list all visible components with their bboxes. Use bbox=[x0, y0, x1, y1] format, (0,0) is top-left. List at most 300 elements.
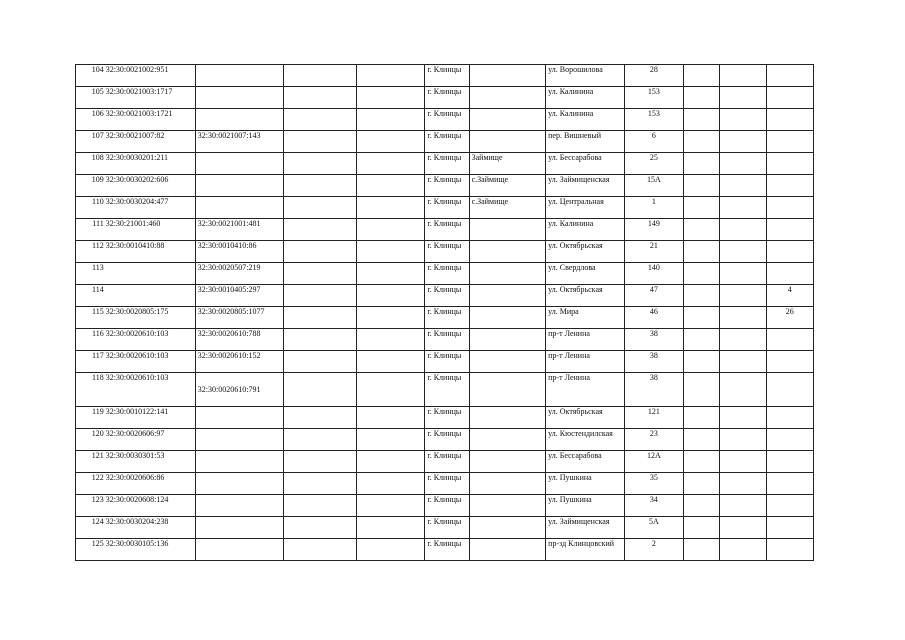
street-cell bbox=[546, 241, 625, 263]
cadastral-number-text: 32:30:0021003:1721 bbox=[105, 109, 173, 118]
related-cadastral-number-text: 32:30:0020610:791 bbox=[197, 385, 261, 394]
cadastral-number bbox=[105, 495, 196, 517]
street-cell-text: пр-т Ленина bbox=[548, 373, 590, 382]
street-cell-text: ул. Калинина bbox=[548, 87, 594, 96]
related-cadastral-number bbox=[195, 329, 284, 351]
empty-cell bbox=[356, 285, 424, 307]
city-cell-text: г. Клинцы bbox=[427, 451, 462, 460]
apartment-number bbox=[766, 407, 813, 429]
row-number-text: 123 bbox=[91, 495, 104, 504]
apartment-number bbox=[766, 517, 813, 539]
street-cell bbox=[546, 65, 625, 87]
row-number-text: 108 bbox=[91, 153, 104, 162]
cadastral-number-text: 32:30:0020606:97 bbox=[105, 429, 165, 438]
city-cell-text: г. Клинцы bbox=[427, 373, 462, 382]
row-number bbox=[76, 407, 105, 429]
locality-cell bbox=[469, 131, 546, 153]
cadastral-number bbox=[105, 65, 196, 87]
house-number-text: 153 bbox=[647, 109, 660, 118]
empty-cell bbox=[720, 495, 766, 517]
locality-cell bbox=[469, 153, 546, 175]
related-cadastral-number bbox=[195, 495, 284, 517]
apartment-number bbox=[766, 87, 813, 109]
apartment-number bbox=[766, 197, 813, 219]
cadastral-number-text: 32:30:0030201:211 bbox=[105, 153, 169, 162]
cadastral-number bbox=[105, 539, 196, 561]
empty-cell bbox=[684, 109, 720, 131]
related-cadastral-number bbox=[195, 539, 284, 561]
empty-cell bbox=[684, 285, 720, 307]
street-cell bbox=[546, 197, 625, 219]
empty-cell bbox=[284, 219, 356, 241]
cadastral-number bbox=[105, 407, 196, 429]
cadastral-number bbox=[105, 373, 196, 407]
empty-cell bbox=[720, 373, 766, 407]
related-cadastral-number bbox=[195, 473, 284, 495]
empty-cell bbox=[284, 263, 356, 285]
street-cell-text: пр-т Ленина bbox=[548, 351, 590, 360]
apartment-number bbox=[766, 307, 813, 329]
empty-cell bbox=[284, 153, 356, 175]
empty-cell bbox=[356, 219, 424, 241]
street-cell-text: пр-т Ленина bbox=[548, 329, 590, 338]
row-number-text: 120 bbox=[91, 429, 104, 438]
table-row bbox=[76, 307, 814, 329]
related-cadastral-number bbox=[195, 351, 284, 373]
street-cell-text: ул. Пушкина bbox=[548, 473, 592, 482]
empty-cell bbox=[356, 429, 424, 451]
house-number-text: 34 bbox=[649, 495, 658, 504]
city-cell-text: г. Клинцы bbox=[427, 285, 462, 294]
city-cell bbox=[425, 373, 469, 407]
house-number-text: 21 bbox=[649, 241, 658, 250]
row-number-text: 112 bbox=[91, 241, 104, 250]
empty-cell bbox=[356, 473, 424, 495]
apartment-number bbox=[766, 131, 813, 153]
cadastral-number bbox=[105, 87, 196, 109]
city-cell bbox=[425, 451, 469, 473]
street-cell-text: ул. Калинина bbox=[548, 219, 594, 228]
row-number-text: 110 bbox=[91, 197, 104, 206]
row-number bbox=[76, 87, 105, 109]
row-number-text: 113 bbox=[91, 263, 104, 272]
street-cell-text: ул. Октябрьская bbox=[548, 407, 603, 416]
empty-cell bbox=[284, 373, 356, 407]
empty-cell bbox=[720, 109, 766, 131]
related-cadastral-number-text: 32:30:0021001:481 bbox=[197, 219, 261, 228]
empty-cell bbox=[684, 153, 720, 175]
empty-cell bbox=[720, 407, 766, 429]
apartment-number bbox=[766, 219, 813, 241]
house-number bbox=[624, 87, 683, 109]
city-cell-text: г. Клинцы bbox=[427, 241, 462, 250]
empty-cell bbox=[356, 65, 424, 87]
cadastral-number bbox=[105, 329, 196, 351]
cadastral-number bbox=[105, 429, 196, 451]
empty-cell bbox=[284, 539, 356, 561]
empty-cell bbox=[284, 241, 356, 263]
street-cell-text: пр-зд Клинцовский bbox=[548, 539, 615, 548]
street-cell bbox=[546, 517, 625, 539]
related-cadastral-number bbox=[195, 407, 284, 429]
empty-cell bbox=[356, 451, 424, 473]
table-row bbox=[76, 539, 814, 561]
locality-cell bbox=[469, 373, 546, 407]
row-number bbox=[76, 329, 105, 351]
city-cell-text: г. Клинцы bbox=[427, 329, 462, 338]
house-number-text: 5А bbox=[648, 517, 659, 526]
empty-cell bbox=[720, 197, 766, 219]
table-row bbox=[76, 495, 814, 517]
empty-cell bbox=[356, 373, 424, 407]
city-cell bbox=[425, 153, 469, 175]
apartment-number bbox=[766, 429, 813, 451]
locality-cell bbox=[469, 473, 546, 495]
row-number bbox=[76, 451, 105, 473]
empty-cell bbox=[720, 329, 766, 351]
locality-cell bbox=[469, 451, 546, 473]
street-cell-text: ул. Ворошилова bbox=[548, 65, 603, 74]
empty-cell bbox=[284, 87, 356, 109]
house-number-text: 38 bbox=[649, 373, 658, 382]
row-number-text: 105 bbox=[91, 87, 104, 96]
empty-cell bbox=[720, 539, 766, 561]
related-cadastral-number-text: 32:30:0020610:152 bbox=[197, 351, 261, 360]
cadastral-number-text: 32:30:0020610:103 bbox=[105, 329, 169, 338]
street-cell bbox=[546, 307, 625, 329]
house-number bbox=[624, 451, 683, 473]
city-cell bbox=[425, 495, 469, 517]
cadastral-number-text: 32:30:0010122:141 bbox=[105, 407, 169, 416]
empty-cell bbox=[284, 473, 356, 495]
apartment-number-text: 4 bbox=[787, 285, 792, 294]
city-cell bbox=[425, 517, 469, 539]
house-number bbox=[624, 197, 683, 219]
row-number-text: 121 bbox=[91, 451, 104, 460]
cadastral-number-text: 32:30:0021002:951 bbox=[105, 65, 169, 74]
empty-cell bbox=[284, 175, 356, 197]
empty-cell bbox=[720, 65, 766, 87]
city-cell-text: г. Клинцы bbox=[427, 197, 462, 206]
empty-cell bbox=[720, 131, 766, 153]
cadastral-number bbox=[105, 109, 196, 131]
apartment-number bbox=[766, 495, 813, 517]
related-cadastral-number-text: 32:30:0010410:86 bbox=[197, 241, 257, 250]
cadastral-number bbox=[105, 131, 196, 153]
empty-cell bbox=[684, 329, 720, 351]
related-cadastral-number-text: 32:30:0010405:297 bbox=[197, 285, 261, 294]
related-cadastral-number bbox=[195, 429, 284, 451]
empty-cell bbox=[720, 219, 766, 241]
apartment-number bbox=[766, 153, 813, 175]
street-cell-text: ул. Пушкина bbox=[548, 495, 592, 504]
related-cadastral-number bbox=[195, 87, 284, 109]
cadastral-number-text: 32:30:0020610:103 bbox=[105, 373, 169, 382]
house-number-text: 46 bbox=[649, 307, 658, 316]
city-cell bbox=[425, 175, 469, 197]
table-row bbox=[76, 517, 814, 539]
locality-cell bbox=[469, 109, 546, 131]
street-cell bbox=[546, 263, 625, 285]
house-number-text: 38 bbox=[649, 351, 658, 360]
cadastral-number bbox=[105, 285, 196, 307]
house-number-text: 121 bbox=[647, 407, 660, 416]
street-cell bbox=[546, 407, 625, 429]
city-cell bbox=[425, 241, 469, 263]
cadastral-number-text: 32:30:0030202:606 bbox=[105, 175, 169, 184]
table-row bbox=[76, 451, 814, 473]
city-cell-text: г. Клинцы bbox=[427, 263, 462, 272]
row-number bbox=[76, 429, 105, 451]
house-number bbox=[624, 473, 683, 495]
street-cell-text: ул. Центральная bbox=[548, 197, 604, 206]
house-number-text: 28 bbox=[649, 65, 658, 74]
empty-cell bbox=[684, 473, 720, 495]
street-cell bbox=[546, 87, 625, 109]
related-cadastral-number-text: 32:30:0020507:219 bbox=[197, 263, 261, 272]
empty-cell bbox=[284, 451, 356, 473]
empty-cell bbox=[720, 153, 766, 175]
row-number-text: 107 bbox=[91, 131, 104, 140]
locality-cell bbox=[469, 329, 546, 351]
locality-cell bbox=[469, 495, 546, 517]
empty-cell bbox=[684, 373, 720, 407]
empty-cell bbox=[356, 131, 424, 153]
table-row bbox=[76, 219, 814, 241]
register-table bbox=[75, 64, 814, 561]
cadastral-number-text: 32:30:0030301:53 bbox=[105, 451, 165, 460]
table-row bbox=[76, 473, 814, 495]
related-cadastral-number-text: 32:30:0020805:1077 bbox=[197, 307, 265, 316]
cadastral-number bbox=[105, 219, 196, 241]
cadastral-number bbox=[105, 241, 196, 263]
city-cell bbox=[425, 473, 469, 495]
locality-cell bbox=[469, 285, 546, 307]
empty-cell bbox=[684, 307, 720, 329]
house-number bbox=[624, 131, 683, 153]
empty-cell bbox=[684, 517, 720, 539]
apartment-number bbox=[766, 373, 813, 407]
related-cadastral-number-text: 32:30:0021007:143 bbox=[197, 131, 261, 140]
street-cell-text: ул. Бессарабова bbox=[548, 153, 602, 162]
empty-cell bbox=[284, 109, 356, 131]
cadastral-number bbox=[105, 307, 196, 329]
cadastral-number bbox=[105, 153, 196, 175]
city-cell-text: г. Клинцы bbox=[427, 407, 462, 416]
row-number bbox=[76, 197, 105, 219]
cadastral-number-text: 32:30:0020606:86 bbox=[105, 473, 165, 482]
empty-cell bbox=[356, 539, 424, 561]
street-cell bbox=[546, 109, 625, 131]
apartment-number bbox=[766, 263, 813, 285]
city-cell bbox=[425, 219, 469, 241]
row-number bbox=[76, 219, 105, 241]
related-cadastral-number bbox=[195, 153, 284, 175]
row-number bbox=[76, 539, 105, 561]
cadastral-number-text: 32:30:0021003:1717 bbox=[105, 87, 173, 96]
house-number-text: 12А bbox=[646, 451, 661, 460]
street-cell bbox=[546, 175, 625, 197]
house-number bbox=[624, 219, 683, 241]
table-row bbox=[76, 263, 814, 285]
house-number bbox=[624, 175, 683, 197]
locality-cell bbox=[469, 197, 546, 219]
empty-cell bbox=[284, 517, 356, 539]
related-cadastral-number bbox=[195, 285, 284, 307]
table-row bbox=[76, 329, 814, 351]
table-row bbox=[76, 153, 814, 175]
house-number bbox=[624, 153, 683, 175]
house-number-text: 15А bbox=[646, 175, 661, 184]
row-number bbox=[76, 473, 105, 495]
row-number-text: 122 bbox=[91, 473, 104, 482]
locality-cell bbox=[469, 241, 546, 263]
empty-cell bbox=[356, 87, 424, 109]
street-cell-text: ул. Займищенская bbox=[548, 517, 610, 526]
street-cell-text: ул. Бессарабова bbox=[548, 451, 602, 460]
empty-cell bbox=[684, 495, 720, 517]
city-cell-text: г. Клинцы bbox=[427, 351, 462, 360]
empty-cell bbox=[720, 473, 766, 495]
house-number-text: 153 bbox=[647, 87, 660, 96]
row-number bbox=[76, 373, 105, 407]
empty-cell bbox=[720, 429, 766, 451]
cadastral-number bbox=[105, 197, 196, 219]
street-cell-text: ул. Кюстендилская bbox=[548, 429, 613, 438]
row-number-text: 114 bbox=[91, 285, 104, 294]
street-cell-text: ул. Мира bbox=[548, 307, 579, 316]
cadastral-number-text: 32:30:0020610:103 bbox=[105, 351, 169, 360]
house-number bbox=[624, 307, 683, 329]
city-cell-text: г. Клинцы bbox=[427, 65, 462, 74]
empty-cell bbox=[684, 219, 720, 241]
related-cadastral-number bbox=[195, 373, 284, 407]
empty-cell bbox=[356, 197, 424, 219]
street-cell-text: ул. Займищенская bbox=[548, 175, 610, 184]
row-number bbox=[76, 351, 105, 373]
row-number-text: 111 bbox=[92, 219, 104, 228]
cadastral-number bbox=[105, 263, 196, 285]
apartment-number bbox=[766, 473, 813, 495]
locality-cell bbox=[469, 517, 546, 539]
cadastral-number-text: 32:30:0020805:175 bbox=[105, 307, 169, 316]
cadastral-number-text: 32:30:0010410:88 bbox=[105, 241, 165, 250]
related-cadastral-number bbox=[195, 109, 284, 131]
city-cell-text: г. Клинцы bbox=[427, 473, 462, 482]
apartment-number bbox=[766, 175, 813, 197]
empty-cell bbox=[284, 351, 356, 373]
house-number-text: 35 bbox=[649, 473, 658, 482]
locality-cell bbox=[469, 65, 546, 87]
empty-cell bbox=[284, 131, 356, 153]
empty-cell bbox=[284, 197, 356, 219]
empty-cell bbox=[720, 175, 766, 197]
empty-cell bbox=[720, 263, 766, 285]
locality-cell bbox=[469, 307, 546, 329]
row-number bbox=[76, 131, 105, 153]
house-number bbox=[624, 241, 683, 263]
apartment-number bbox=[766, 329, 813, 351]
row-number bbox=[76, 153, 105, 175]
street-cell-text: ул. Свердлова bbox=[548, 263, 596, 272]
house-number-text: 23 bbox=[649, 429, 658, 438]
apartment-number bbox=[766, 451, 813, 473]
house-number bbox=[624, 495, 683, 517]
cadastral-number-text: 32:30:0020608:124 bbox=[105, 495, 169, 504]
city-cell bbox=[425, 109, 469, 131]
city-cell bbox=[425, 539, 469, 561]
row-number-text: 109 bbox=[91, 175, 104, 184]
apartment-number bbox=[766, 241, 813, 263]
empty-cell bbox=[356, 517, 424, 539]
city-cell bbox=[425, 407, 469, 429]
city-cell bbox=[425, 351, 469, 373]
street-cell bbox=[546, 451, 625, 473]
related-cadastral-number bbox=[195, 517, 284, 539]
empty-cell bbox=[356, 263, 424, 285]
street-cell bbox=[546, 285, 625, 307]
empty-cell bbox=[684, 407, 720, 429]
cadastral-number bbox=[105, 517, 196, 539]
city-cell-text: г. Клинцы bbox=[427, 307, 462, 316]
related-cadastral-number bbox=[195, 219, 284, 241]
empty-cell bbox=[684, 87, 720, 109]
apartment-number bbox=[766, 109, 813, 131]
locality-cell bbox=[469, 351, 546, 373]
house-number-text: 149 bbox=[647, 219, 660, 228]
empty-cell bbox=[284, 407, 356, 429]
city-cell-text: г. Клинцы bbox=[427, 175, 462, 184]
locality-cell bbox=[469, 263, 546, 285]
house-number bbox=[624, 65, 683, 87]
house-number bbox=[624, 373, 683, 407]
empty-cell bbox=[284, 495, 356, 517]
house-number bbox=[624, 109, 683, 131]
empty-cell bbox=[684, 65, 720, 87]
related-cadastral-number bbox=[195, 451, 284, 473]
street-cell bbox=[546, 351, 625, 373]
related-cadastral-number bbox=[195, 307, 284, 329]
cadastral-number-text: 32:30:0021007:82 bbox=[105, 131, 165, 140]
city-cell bbox=[425, 307, 469, 329]
row-number bbox=[76, 65, 105, 87]
empty-cell bbox=[284, 429, 356, 451]
house-number-text: 2 bbox=[651, 539, 656, 548]
empty-cell bbox=[356, 307, 424, 329]
row-number bbox=[76, 109, 105, 131]
table-row bbox=[76, 351, 814, 373]
city-cell bbox=[425, 429, 469, 451]
locality-cell bbox=[469, 429, 546, 451]
city-cell bbox=[425, 263, 469, 285]
house-number bbox=[624, 429, 683, 451]
apartment-number bbox=[766, 285, 813, 307]
empty-cell bbox=[720, 241, 766, 263]
locality-cell bbox=[469, 219, 546, 241]
row-number bbox=[76, 495, 105, 517]
house-number-text: 6 bbox=[651, 131, 656, 140]
locality-cell bbox=[469, 539, 546, 561]
empty-cell bbox=[356, 495, 424, 517]
street-cell bbox=[546, 495, 625, 517]
city-cell-text: г. Клинцы bbox=[427, 87, 462, 96]
row-number-text: 119 bbox=[91, 407, 104, 416]
house-number bbox=[624, 517, 683, 539]
locality-cell bbox=[469, 175, 546, 197]
city-cell bbox=[425, 329, 469, 351]
related-cadastral-number bbox=[195, 131, 284, 153]
city-cell bbox=[425, 131, 469, 153]
